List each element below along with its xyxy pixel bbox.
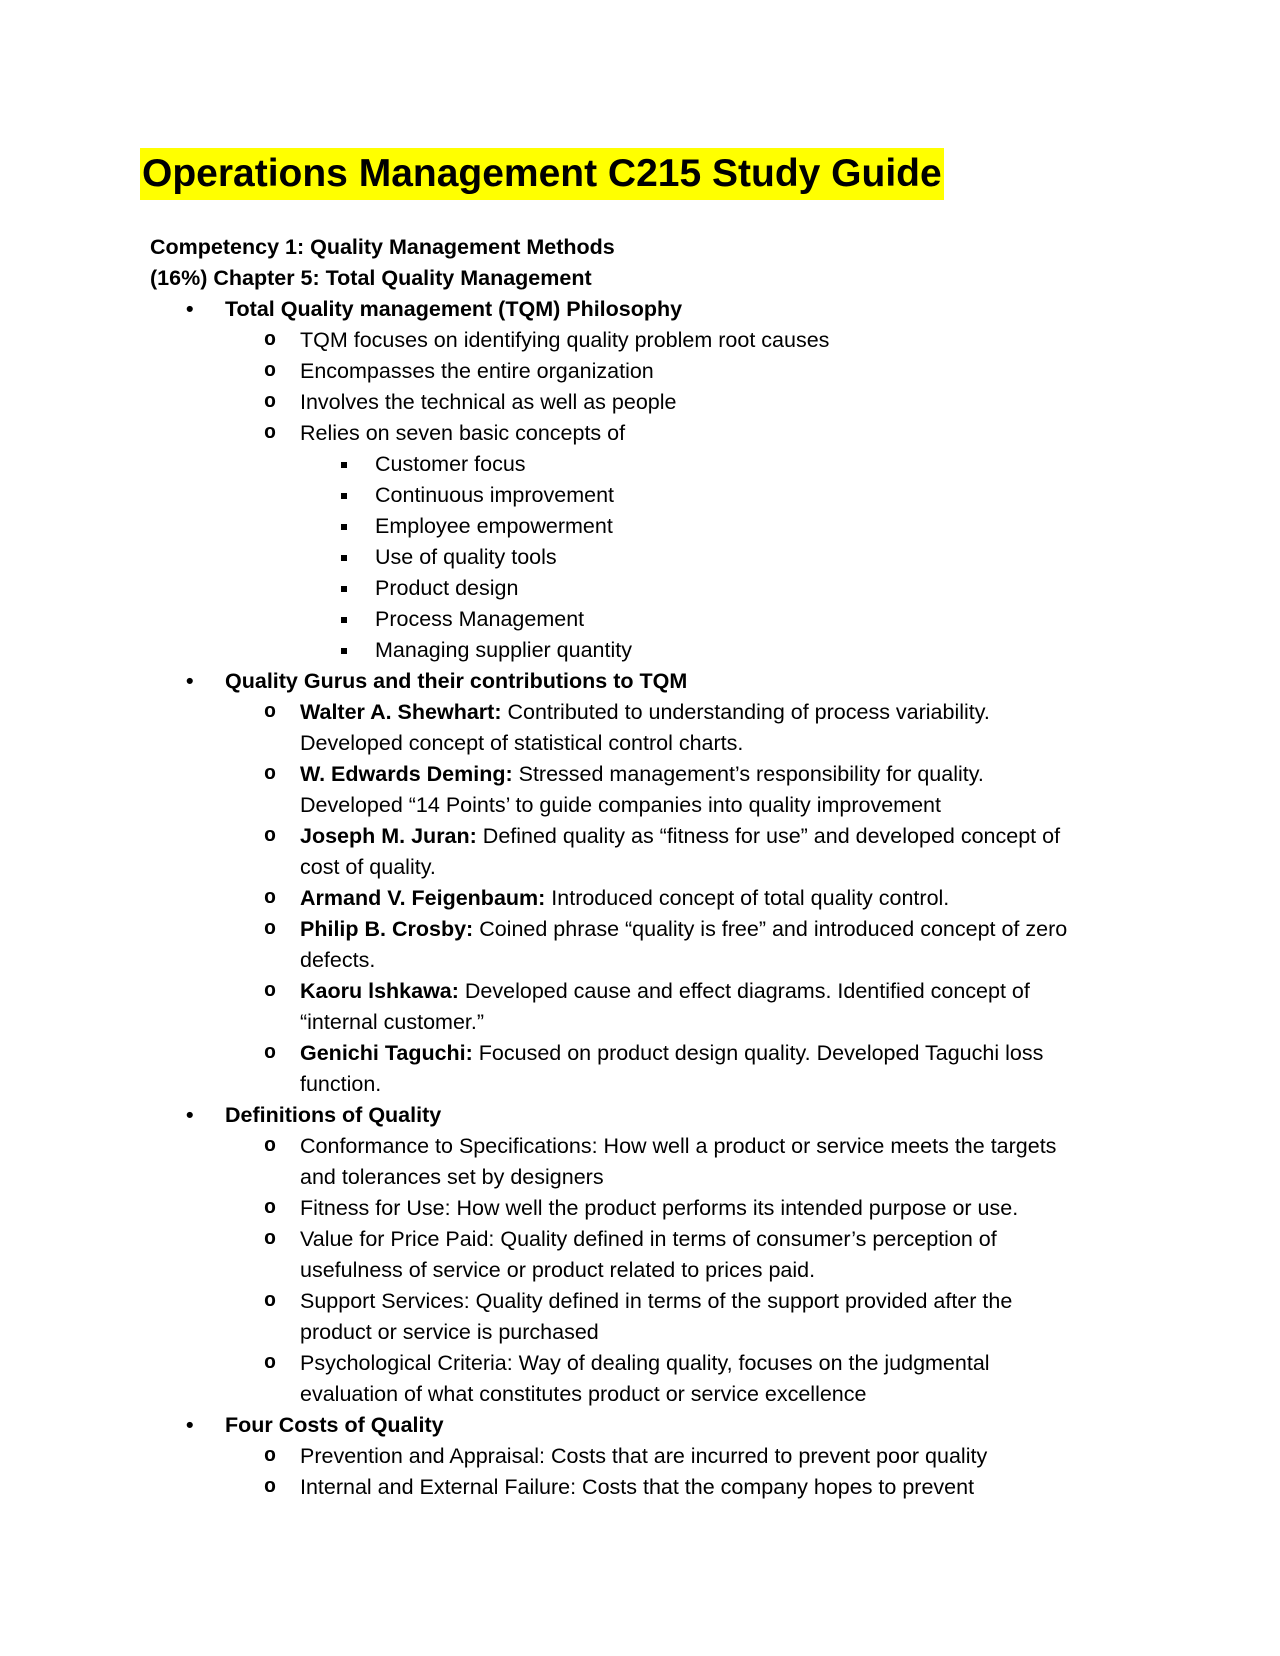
- guru-name: Philip B. Crosby:: [300, 917, 474, 941]
- circle-bullet-icon: o: [264, 887, 277, 910]
- circle-bullet-icon: o: [264, 1197, 277, 1220]
- circle-bullet-icon: o: [264, 1445, 277, 1468]
- guru-item: [225, 883, 1080, 914]
- square-bullet-icon: [341, 555, 347, 561]
- list-item-text: Fitness for Use: How well the product performs its intended purpose or use.: [300, 1196, 1019, 1220]
- guru-contribution: Focused on product design quality. Developed Taguchi loss function.: [300, 1041, 1044, 1096]
- list-item-text: Psychological Criteria: Way of dealing quality, focuses on the judgmental evaluation of what constitutes product or service excellence: [300, 1351, 990, 1406]
- guru-contribution: Stressed management’s responsibility for quality. Developed “14 Points’ to guide companies into quality improvement: [300, 762, 984, 817]
- circle-bullet-icon: o: [264, 1135, 277, 1158]
- guru-contribution: Defined quality as “fitness for use” and developed concept of cost of quality.: [300, 824, 1061, 879]
- chapter-heading: (16%) Chapter 5: Total Quality Management: [150, 266, 592, 290]
- list-item-text: Internal and External Failure: Costs that the company hopes to prevent: [300, 1475, 975, 1499]
- guru-item: [225, 1038, 1080, 1100]
- list-item-text: Relies on seven basic concepts of: [300, 421, 626, 445]
- square-bullet-icon: [341, 524, 347, 530]
- guru-name: Kaoru lshkawa:: [300, 979, 459, 1003]
- guru-contribution: Developed cause and effect diagrams. Identified concept of “internal customer.”: [300, 979, 1030, 1034]
- list-item-text: Prevention and Appraisal: Costs that are incurred to prevent poor quality: [300, 1444, 988, 1468]
- tqm-concepts: [300, 449, 1080, 666]
- bullet-icon: •: [186, 669, 194, 693]
- concept-item: [300, 604, 1080, 635]
- guru-name: W. Edwards Deming:: [300, 762, 513, 786]
- circle-bullet-icon: o: [264, 422, 277, 445]
- guru-item: [225, 697, 1080, 759]
- circle-bullet-icon: o: [264, 1042, 277, 1065]
- guru-contribution: Introduced concept of total quality control.: [545, 886, 950, 910]
- guru-name: Joseph M. Juran:: [300, 824, 477, 848]
- cost-list: [225, 1441, 1080, 1503]
- tqm-points: [225, 325, 1080, 666]
- topic-label: Quality Gurus and their contributions to TQM: [225, 669, 688, 693]
- concept-text: Employee empowerment: [375, 514, 613, 538]
- topic-definitions: [150, 1100, 1080, 1410]
- list-item: [225, 1348, 1080, 1410]
- list-item: [225, 356, 1080, 387]
- list-item: [225, 1224, 1080, 1286]
- guru-name: Genichi Taguchi:: [300, 1041, 473, 1065]
- circle-bullet-icon: o: [264, 918, 277, 941]
- circle-bullet-icon: o: [264, 360, 277, 383]
- bullet-icon: •: [186, 1413, 194, 1437]
- concept-item: [300, 511, 1080, 542]
- square-bullet-icon: [341, 462, 347, 468]
- bullet-icon: •: [186, 1103, 194, 1127]
- list-item-text: Involves the technical as well as people: [300, 390, 677, 414]
- circle-bullet-icon: o: [264, 763, 277, 786]
- document-title: Operations Management C215 Study Guide: [140, 148, 944, 200]
- bullet-icon: •: [186, 297, 194, 321]
- list-item-text: TQM focuses on identifying quality problem root causes: [300, 328, 830, 352]
- concept-text: Customer focus: [375, 452, 526, 476]
- list-item: [225, 1193, 1080, 1224]
- concept-text: Use of quality tools: [375, 545, 557, 569]
- concept-item: [300, 480, 1080, 511]
- list-item: [225, 418, 1080, 666]
- concept-text: Product design: [375, 576, 519, 600]
- guru-contribution: Coined phrase “quality is free” and introduced concept of zero defects.: [300, 917, 1068, 972]
- topic-gurus: [150, 666, 1080, 1100]
- concept-item: [300, 449, 1080, 480]
- guru-item: [225, 759, 1080, 821]
- guru-item: [225, 914, 1080, 976]
- topic-label: Definitions of Quality: [225, 1103, 442, 1127]
- guru-contribution: Contributed to understanding of process variability. Developed concept of statistical control charts.: [300, 700, 990, 755]
- circle-bullet-icon: o: [264, 1290, 277, 1313]
- square-bullet-icon: [341, 648, 347, 654]
- concept-text: Managing supplier quantity: [375, 638, 632, 662]
- list-item: [225, 387, 1080, 418]
- definition-list: [225, 1131, 1080, 1410]
- circle-bullet-icon: o: [264, 980, 277, 1003]
- list-item-text: Conformance to Specifications: How well a product or service meets the targets and tolerances set by designers: [300, 1134, 1057, 1189]
- concept-item: [300, 542, 1080, 573]
- topic-costs: [150, 1410, 1080, 1503]
- topic-label: Total Quality management (TQM) Philosophy: [225, 297, 683, 321]
- guru-name: Armand V. Feigenbaum:: [300, 886, 546, 910]
- concept-text: Process Management: [375, 607, 585, 631]
- list-item: [225, 1472, 1080, 1503]
- list-item: [225, 1441, 1080, 1472]
- circle-bullet-icon: o: [264, 1476, 277, 1499]
- list-item: [225, 1131, 1080, 1193]
- topic-list: [150, 294, 1080, 1503]
- guru-name: Walter A. Shewhart:: [300, 700, 502, 724]
- circle-bullet-icon: o: [264, 1228, 277, 1251]
- circle-bullet-icon: o: [264, 825, 277, 848]
- list-item: [225, 325, 1080, 356]
- guru-item: [225, 821, 1080, 883]
- guru-list: [225, 697, 1080, 1100]
- list-item-text: Value for Price Paid: Quality defined in terms of consumer’s perception of usefulness of service or product related to prices paid.: [300, 1227, 997, 1282]
- topic-label: Four Costs of Quality: [225, 1413, 444, 1437]
- square-bullet-icon: [341, 586, 347, 592]
- circle-bullet-icon: o: [264, 391, 277, 414]
- circle-bullet-icon: o: [264, 701, 277, 724]
- circle-bullet-icon: o: [264, 1352, 277, 1375]
- topic-tqm: [150, 294, 1080, 666]
- competency-heading: Competency 1: Quality Management Methods: [150, 235, 615, 259]
- square-bullet-icon: [341, 617, 347, 623]
- circle-bullet-icon: o: [264, 329, 277, 352]
- list-item-text: Encompasses the entire organization: [300, 359, 654, 383]
- list-item: [225, 1286, 1080, 1348]
- square-bullet-icon: [341, 493, 347, 499]
- concept-item: [300, 635, 1080, 666]
- list-item-text: Support Services: Quality defined in terms of the support provided after the product or service is purchased: [300, 1289, 1013, 1344]
- concept-item: [300, 573, 1080, 604]
- guru-item: [225, 976, 1080, 1038]
- concept-text: Continuous improvement: [375, 483, 615, 507]
- document-body: [150, 232, 1080, 1503]
